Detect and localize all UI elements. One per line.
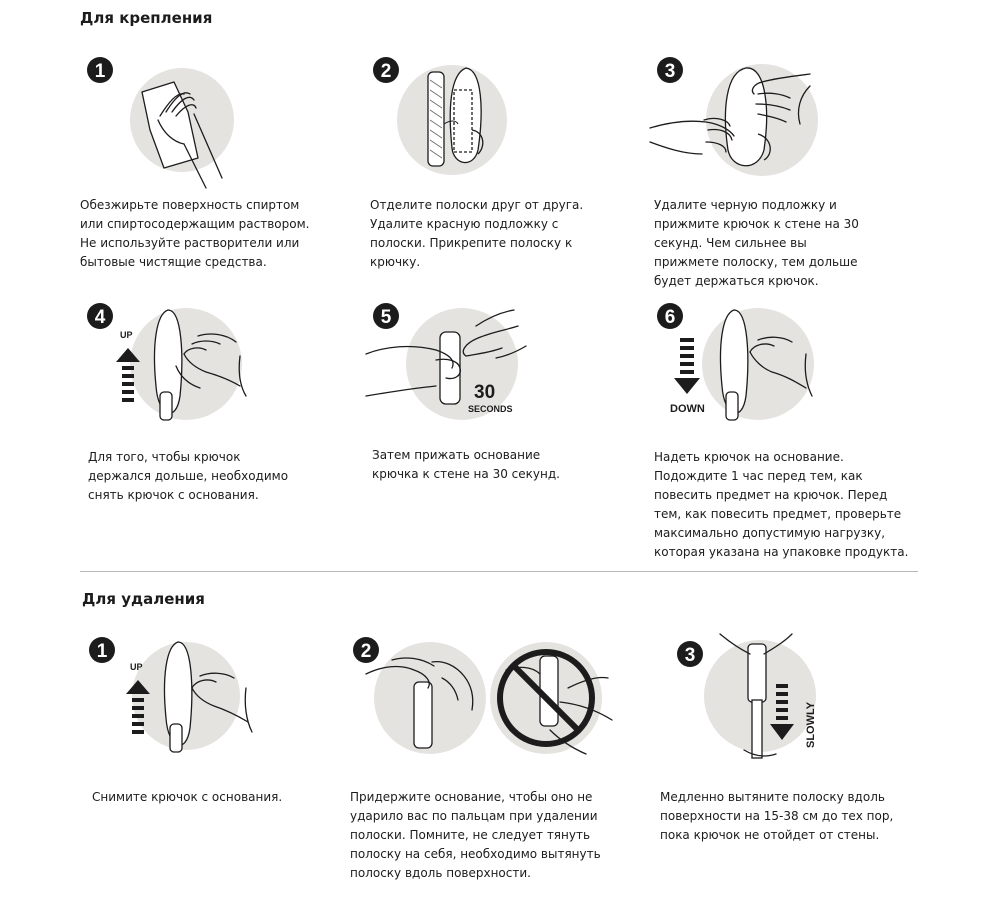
step-badge	[372, 56, 400, 84]
step-caption: Медленно вытяните полоску вдоль поверхности на 15-38 см до тех пор, пока крючок не отойдет от стены.	[660, 790, 894, 842]
step-badge	[86, 302, 114, 330]
wipe-surface-illustration	[80, 50, 340, 190]
remove-hook-illustration	[86, 630, 346, 770]
mount-step-5	[366, 296, 646, 586]
svg-text:UP: UP	[120, 330, 133, 340]
step-badge	[676, 640, 704, 668]
remove-hook-up-illustration	[80, 296, 340, 436]
svg-text:6: 6	[664, 307, 676, 328]
hold-base-illustration	[346, 630, 636, 770]
press-hook-illustration	[650, 50, 910, 190]
step-caption: Затем прижать основание крючка к стене на 30 секунд.	[372, 448, 560, 481]
removal-step-1	[86, 630, 366, 920]
svg-text:2: 2	[380, 61, 392, 82]
hang-hook-down-illustration	[650, 296, 910, 436]
step-caption: Для того, чтобы крючок держался дольше, необходимо снять крючок с основания.	[88, 450, 289, 502]
svg-text:4: 4	[94, 307, 106, 328]
step-badge	[86, 56, 114, 84]
removal-step-3	[660, 630, 940, 920]
step-caption: Удалите черную подложку и прижмите крючок к стене на 30 секунд. Чем сильнее вы прижмете полоску, тем дольше будет держаться крючок.	[654, 198, 859, 288]
removal-section-title: Для удаления	[82, 590, 205, 608]
svg-text:SECONDS: SECONDS	[468, 404, 513, 414]
section-divider	[80, 571, 918, 572]
step-badge	[656, 56, 684, 84]
step-badge	[656, 302, 684, 330]
mount-step-4	[80, 296, 360, 586]
removal-step-2	[346, 630, 626, 920]
svg-text:1: 1	[96, 641, 108, 662]
svg-text:30: 30	[474, 382, 496, 403]
step-badge	[88, 636, 116, 664]
svg-text:SLOWLY: SLOWLY	[805, 701, 817, 748]
mount-section-title: Для крепления	[80, 9, 213, 27]
svg-text:DOWN: DOWN	[670, 403, 705, 415]
press-base-illustration	[366, 296, 626, 436]
step-caption: Придержите основание, чтобы оно не ударило вас по пальцам при удалении полоски. Помните, не следует тянуть полоску на себя, необходимо вытянуть полоску вдоль поверхности.	[350, 790, 601, 880]
attach-strip-illustration	[366, 50, 626, 190]
step-caption: Надеть крючок на основание. Подождите 1 час перед тем, как повесить предмет на крючок. Перед тем, как повесить предмет, проверьте максимально допустимую нагрузку, которая указана на упаковке продукта.	[654, 450, 909, 559]
svg-text:5: 5	[380, 307, 392, 328]
step-badge	[352, 636, 380, 664]
mount-step-6	[650, 296, 930, 586]
step-caption: Снимите крючок с основания.	[92, 790, 283, 804]
svg-text:3: 3	[664, 61, 676, 82]
svg-text:UP: UP	[130, 662, 143, 672]
svg-text:1: 1	[94, 61, 106, 82]
step-caption: Обезжирьте поверхность спиртом или спиртосодержащим раствором. Не используйте растворители или бытовые чистящие средства.	[80, 198, 310, 269]
step-caption: Отделите полоски друг от друга. Удалите красную подложку с полоски. Прикрепите полоску к крючку.	[370, 198, 584, 269]
step-badge	[372, 302, 400, 330]
svg-text:3: 3	[684, 645, 696, 666]
svg-text:2: 2	[360, 641, 372, 662]
